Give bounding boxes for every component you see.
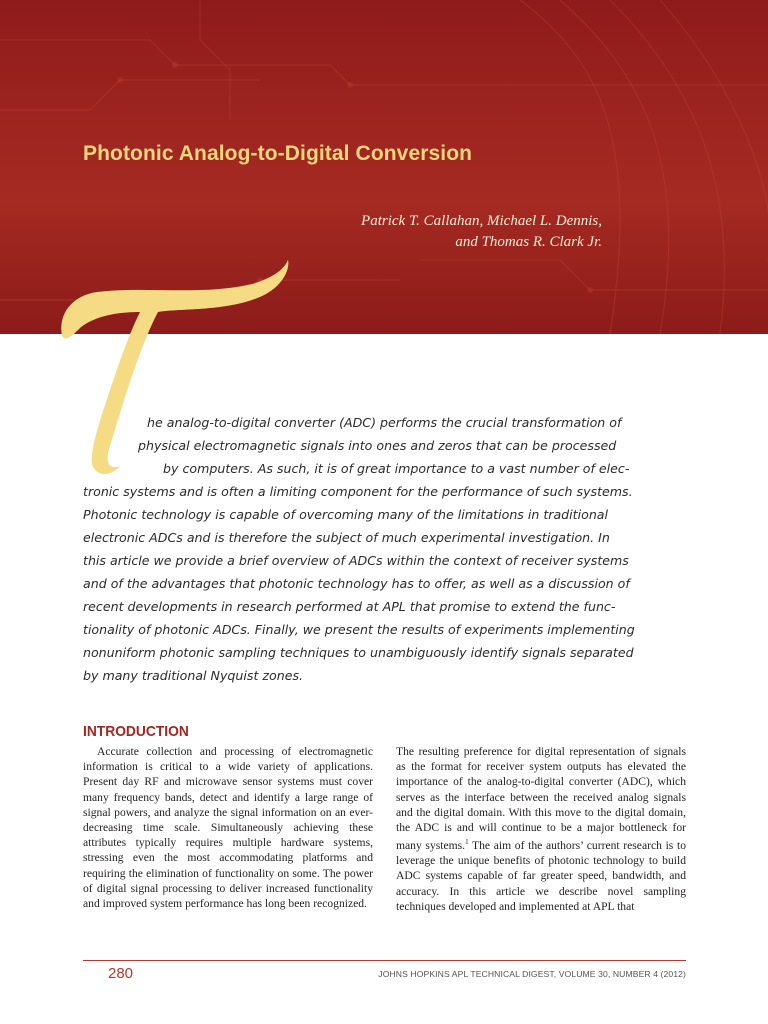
abstract-line: physical electromagnetic signals into ones and zeros that can be processed [138,438,617,453]
intro-left-column: Accurate collection and processing of electromagnetic information is critical to a wide variety of applications. Present day RF and microwave sensor systems must cover many frequency bands, detect and identify a large range of signal powers, and analyze the signal information on an ever-decreasing time scale. Simultaneously achieving these attributes typically requires multiple hardware systems, stressing even the most accommodating platforms and requiring the elimination of functionality on some. The power of digital signal processing to deliver increased functionality and improved system performance has long been recognized. [83,745,373,911]
intro-right-text: The resulting preference for digital representation of signals as the format for receiver system outputs has elevated the importance of the analog-to-digital converter (ADC), which serves as the interface between the received analog signals and the digital domain. With this move to the digital domain, the ADC is and will continue to be a major bottleneck for many systems. [396,745,686,853]
authors-line-2: and Thomas R. Clark Jr. [455,234,602,250]
abstract-line: by computers. As such, it is of great importance to a vast number of elec- [163,461,630,476]
abstract-line: tronic systems and is often a limiting component for the performance of such systems. [83,484,633,499]
abstract-line: nonuniform photonic sampling techniques to unambiguously identify signals separated [83,645,634,660]
abstract-line: electronic ADCs and is therefore the subject of much experimental investigation. In [83,530,610,545]
article-authors [182,211,602,253]
abstract-line: he analog-to-digital converter (ADC) performs the crucial transformation of [147,415,622,430]
journal-citation: JOHNS HOPKINS APL TECHNICAL DIGEST, VOLUME 30, NUMBER 4 (2012) [378,969,686,979]
abstract-line: this article we provide a brief overview of ADCs within the context of receiver systems [83,553,629,568]
article-title: Photonic Analog-to-Digital Conversion [83,142,473,165]
section-heading-introduction: INTRODUCTION [83,723,189,740]
page-number: 280 [108,965,134,982]
intro-right-text-cont: The aim of the authors’ current research is to leverage the unique benefits of photonic technology to build ADC systems capable of far greater speed, bandwidth, and accuracy. In this article we describe novel sampling techniques developed and implemented at APL that [396,839,686,913]
authors-line-1: Patrick T. Callahan, Michael L. Dennis, [361,213,602,229]
abstract-line: recent developments in research performed at APL that promise to extend the func- [83,599,616,614]
abstract-line: Photonic technology is capable of overcoming many of the limitations in traditional [83,507,609,522]
abstract-line: tionality of photonic ADCs. Finally, we present the results of experiments implementing [83,622,635,637]
footer-divider [83,960,686,961]
abstract-line: by many traditional Nyquist zones. [83,668,304,683]
intro-right-column [396,744,686,914]
footnote-ref[interactable]: 1 [465,838,469,847]
abstract-line: and of the advantages that photonic technology has to offer, as well as a discussion of [83,576,630,591]
